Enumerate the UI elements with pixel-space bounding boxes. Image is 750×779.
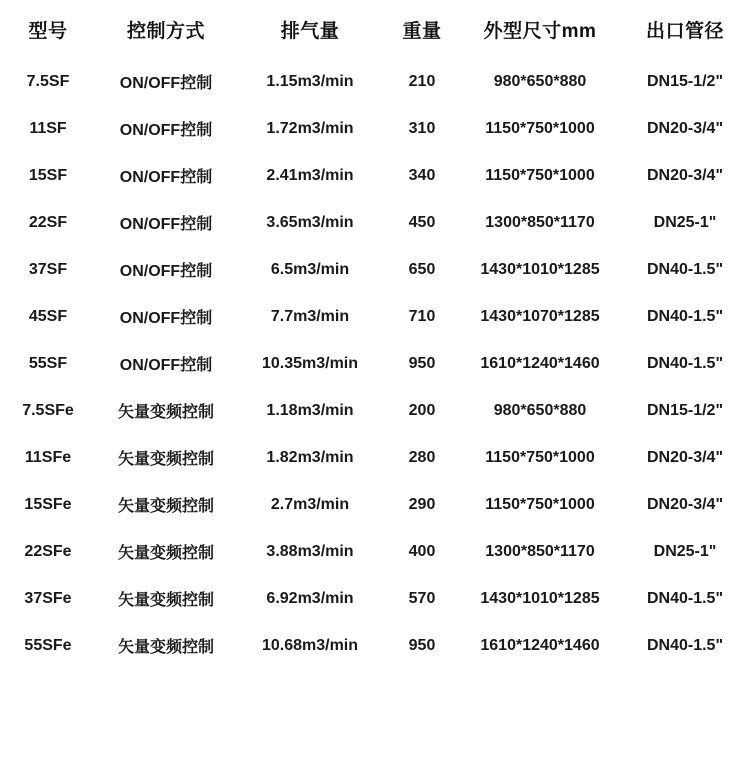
cell-air-delivery: 6.5m3/min — [270, 260, 350, 278]
cell-air-delivery: 6.92m3/min — [266, 589, 354, 607]
cell-model: 7.5SFe — [22, 401, 74, 419]
cell-air-delivery: 3.88m3/min — [266, 542, 354, 560]
cell-weight: 210 — [408, 72, 436, 90]
cell-weight: 710 — [408, 307, 436, 325]
table-row — [0, 481, 750, 528]
cell-dimensions: 1430*1010*1285 — [480, 260, 600, 278]
cell-outlet-pipe: DN25-1" — [653, 213, 717, 231]
column-header-control-mode: 控制方式 — [126, 20, 205, 42]
cell-control-mode: ON/OFF控制 — [119, 310, 213, 327]
cell-dimensions: 1300*850*1170 — [485, 542, 595, 560]
cell-weight: 200 — [408, 401, 436, 419]
cell-model: 11SFe — [24, 448, 72, 466]
column-header-air-delivery: 排气量 — [280, 20, 340, 42]
column-header-model: 型号 — [28, 20, 68, 42]
cell-control-mode: 矢量变频控制 — [117, 404, 214, 421]
cell-dimensions: 1150*750*1000 — [485, 495, 595, 513]
cell-dimensions: 1610*1240*1460 — [480, 354, 600, 372]
cell-model: 7.5SF — [26, 72, 70, 90]
cell-dimensions: 1300*850*1170 — [485, 213, 595, 231]
cell-weight: 950 — [408, 636, 436, 654]
cell-outlet-pipe: DN15-1/2" — [646, 72, 724, 90]
cell-outlet-pipe: DN20-3/4" — [646, 495, 724, 513]
cell-control-mode: 矢量变频控制 — [117, 592, 214, 609]
cell-model: 15SF — [28, 166, 68, 184]
cell-model: 45SF — [28, 307, 68, 325]
cell-control-mode: 矢量变频控制 — [117, 545, 214, 562]
cell-model: 37SF — [28, 260, 68, 278]
cell-dimensions: 1610*1240*1460 — [480, 636, 600, 654]
table-row — [0, 528, 750, 575]
cell-air-delivery: 1.82m3/min — [266, 448, 354, 466]
cell-outlet-pipe: DN40-1.5" — [646, 636, 724, 654]
cell-outlet-pipe: DN40-1.5" — [646, 589, 724, 607]
cell-outlet-pipe: DN20-3/4" — [646, 448, 724, 466]
cell-air-delivery: 10.68m3/min — [261, 636, 359, 654]
cell-outlet-pipe: DN40-1.5" — [646, 354, 724, 372]
table-row — [0, 58, 750, 105]
cell-outlet-pipe: DN40-1.5" — [646, 307, 724, 325]
cell-model: 37SFe — [24, 589, 72, 607]
cell-weight: 650 — [408, 260, 436, 278]
cell-dimensions: 980*650*880 — [493, 401, 587, 419]
cell-control-mode: ON/OFF控制 — [119, 216, 213, 233]
cell-air-delivery: 7.7m3/min — [270, 307, 350, 325]
table-row — [0, 575, 750, 622]
cell-air-delivery: 1.18m3/min — [266, 401, 354, 419]
cell-dimensions: 1430*1070*1285 — [480, 307, 600, 325]
column-header-outlet-pipe: 出口管径 — [645, 20, 724, 42]
table-row — [0, 293, 750, 340]
cell-air-delivery: 1.15m3/min — [266, 72, 354, 90]
cell-control-mode: ON/OFF控制 — [119, 122, 213, 139]
cell-weight: 280 — [408, 448, 436, 466]
table-row — [0, 105, 750, 152]
cell-dimensions: 1430*1010*1285 — [480, 589, 600, 607]
cell-control-mode: ON/OFF控制 — [119, 263, 213, 280]
cell-model: 22SF — [28, 213, 68, 231]
cell-outlet-pipe: DN15-1/2" — [646, 401, 724, 419]
cell-air-delivery: 1.72m3/min — [266, 119, 354, 137]
table-row — [0, 622, 750, 669]
cell-weight: 400 — [408, 542, 436, 560]
table-row — [0, 340, 750, 387]
table-row — [0, 434, 750, 481]
table-header-row — [0, 0, 750, 58]
table-row — [0, 387, 750, 434]
cell-model: 15SFe — [24, 495, 72, 513]
table-header — [0, 0, 750, 58]
cell-weight: 570 — [408, 589, 436, 607]
cell-outlet-pipe: DN40-1.5" — [646, 260, 724, 278]
cell-control-mode: ON/OFF控制 — [119, 75, 213, 92]
cell-model: 11SF — [29, 119, 67, 137]
cell-weight: 450 — [408, 213, 436, 231]
cell-dimensions: 1150*750*1000 — [485, 166, 595, 184]
cell-control-mode: 矢量变频控制 — [117, 639, 214, 656]
cell-air-delivery: 2.7m3/min — [270, 495, 350, 513]
cell-control-mode: ON/OFF控制 — [119, 357, 213, 374]
cell-control-mode: 矢量变频控制 — [117, 451, 214, 468]
cell-weight: 950 — [408, 354, 436, 372]
table-body — [0, 58, 750, 669]
table-row — [0, 246, 750, 293]
cell-control-mode: ON/OFF控制 — [119, 169, 213, 186]
cell-dimensions: 1150*750*1000 — [485, 119, 595, 137]
cell-weight: 310 — [408, 119, 436, 137]
column-header-weight: 重量 — [402, 20, 442, 42]
cell-dimensions: 980*650*880 — [493, 72, 587, 90]
cell-weight: 290 — [408, 495, 436, 513]
table-row — [0, 199, 750, 246]
cell-outlet-pipe: DN25-1" — [653, 542, 717, 560]
cell-model: 55SF — [28, 354, 68, 372]
cell-air-delivery: 10.35m3/min — [261, 354, 359, 372]
cell-model: 22SFe — [24, 542, 72, 560]
cell-control-mode: 矢量变频控制 — [117, 498, 214, 515]
table-row — [0, 152, 750, 199]
cell-outlet-pipe: DN20-3/4" — [646, 166, 724, 184]
cell-dimensions: 1150*750*1000 — [485, 448, 595, 466]
cell-weight: 340 — [408, 166, 436, 184]
column-header-dimensions: 外型尺寸mm — [483, 20, 597, 42]
cell-air-delivery: 2.41m3/min — [266, 166, 354, 184]
cell-model: 55SFe — [24, 636, 72, 654]
cell-air-delivery: 3.65m3/min — [266, 213, 354, 231]
cell-outlet-pipe: DN20-3/4" — [646, 119, 724, 137]
